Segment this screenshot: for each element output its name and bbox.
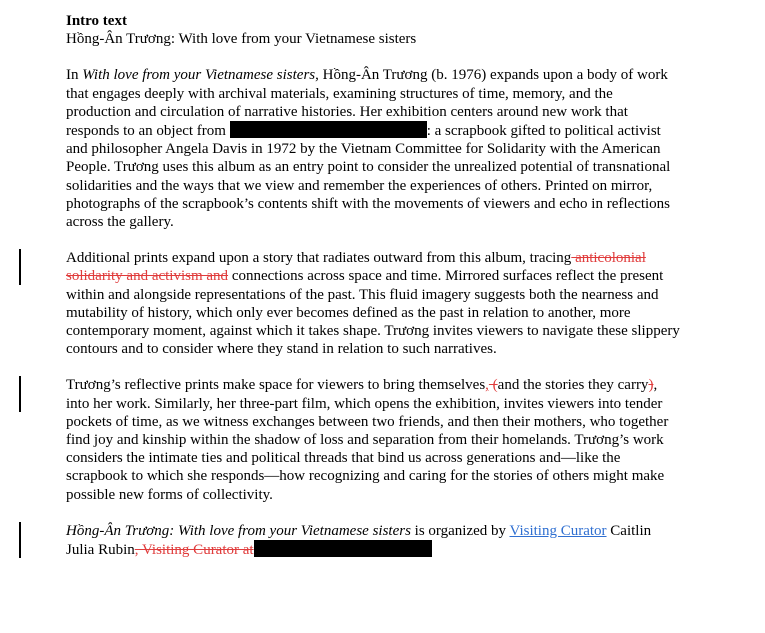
paragraph-1: In With love from your Vietnamese sisters, Hồng-Ân Trương (b. 1976) expands upon a body of work that engages deeply with archival materials, examining structures of time, memory, and the production and circulation of narrative histories. Her exhibition centers around new work that responds to an object from : a scrapbook gifted to political activist and philosopher Angela Davis in 1972 by the Vietnam Committee for Solidarity with the American People. Trương uses this album as an entry point to consider the unrealized potential of transnational solidarities and the ways that we view and remember the experiences of others. Printed on mirror, photographs of the scrapbook’s contents shift with the movements of viewers and echo in reflections across the gallery. xyxy=(66,67,671,231)
tracked-deletion[interactable]: anticolonial solidarity and activism and xyxy=(66,250,646,285)
tracked-deletion[interactable]: ( xyxy=(488,377,498,394)
exhibition-title-italic: With love from your Vietnamese sisters xyxy=(82,67,316,84)
document-subtitle: Hồng-Ân Trương: With love from your Vietnamese sisters xyxy=(66,31,417,48)
paragraph-4: Hồng-Ân Trương: With love from your Vietnamese sisters is organized by Visiting Curator Caitlin Julia Rubin, Visiting Curator at xyxy=(66,522,681,559)
tracked-insertion[interactable]: Visiting Curator xyxy=(509,522,607,539)
tracked-deletion[interactable]: ) xyxy=(648,377,654,394)
document-heading: Intro text xyxy=(66,13,127,29)
change-bar xyxy=(19,376,21,412)
change-bar xyxy=(19,249,21,285)
tracked-deletion[interactable]: , Visiting Curator at xyxy=(134,542,254,559)
change-bar xyxy=(19,522,21,558)
exhibition-title-italic: Hồng-Ân Trương: With love from your Vietnamese sisters xyxy=(66,522,411,539)
redaction-block xyxy=(230,121,427,138)
redaction-block xyxy=(254,540,432,557)
tracked-insertion[interactable]: , xyxy=(485,377,489,394)
paragraph-3: Trương’s reflective prints make space for viewers to bring themselves, (and the stories they carry), into her work. Similarly, her three-part film, which opens the exhibition, invites viewers into tender pockets of time, as we witness exchanges between two friends, and then their mothers, who together find joy and kinship within the shadow of loss and separation from their homelands. Trương’s work considers the intimate ties and political threads that bind us across generations and—like the scrapbook to which she responds—how recognizing and caring for the stories of others might make possible new forms of collectivity. xyxy=(66,376,681,503)
document-page xyxy=(66,12,681,559)
paragraph-2: Additional prints expand upon a story that radiates outward from this album, tracing anticolonial solidarity and activism and connections across space and time. Mirrored surfaces reflect the present within and alongside representations of the past. This fluid imagery suggests both the nearness and mutability of history, which only ever becomes defined as the past in relation to another, more contemporary moment, against which it takes shape. Trương invites viewers to navigate these slippery contours and to consider where they stand in relation to such narratives. xyxy=(66,249,681,358)
